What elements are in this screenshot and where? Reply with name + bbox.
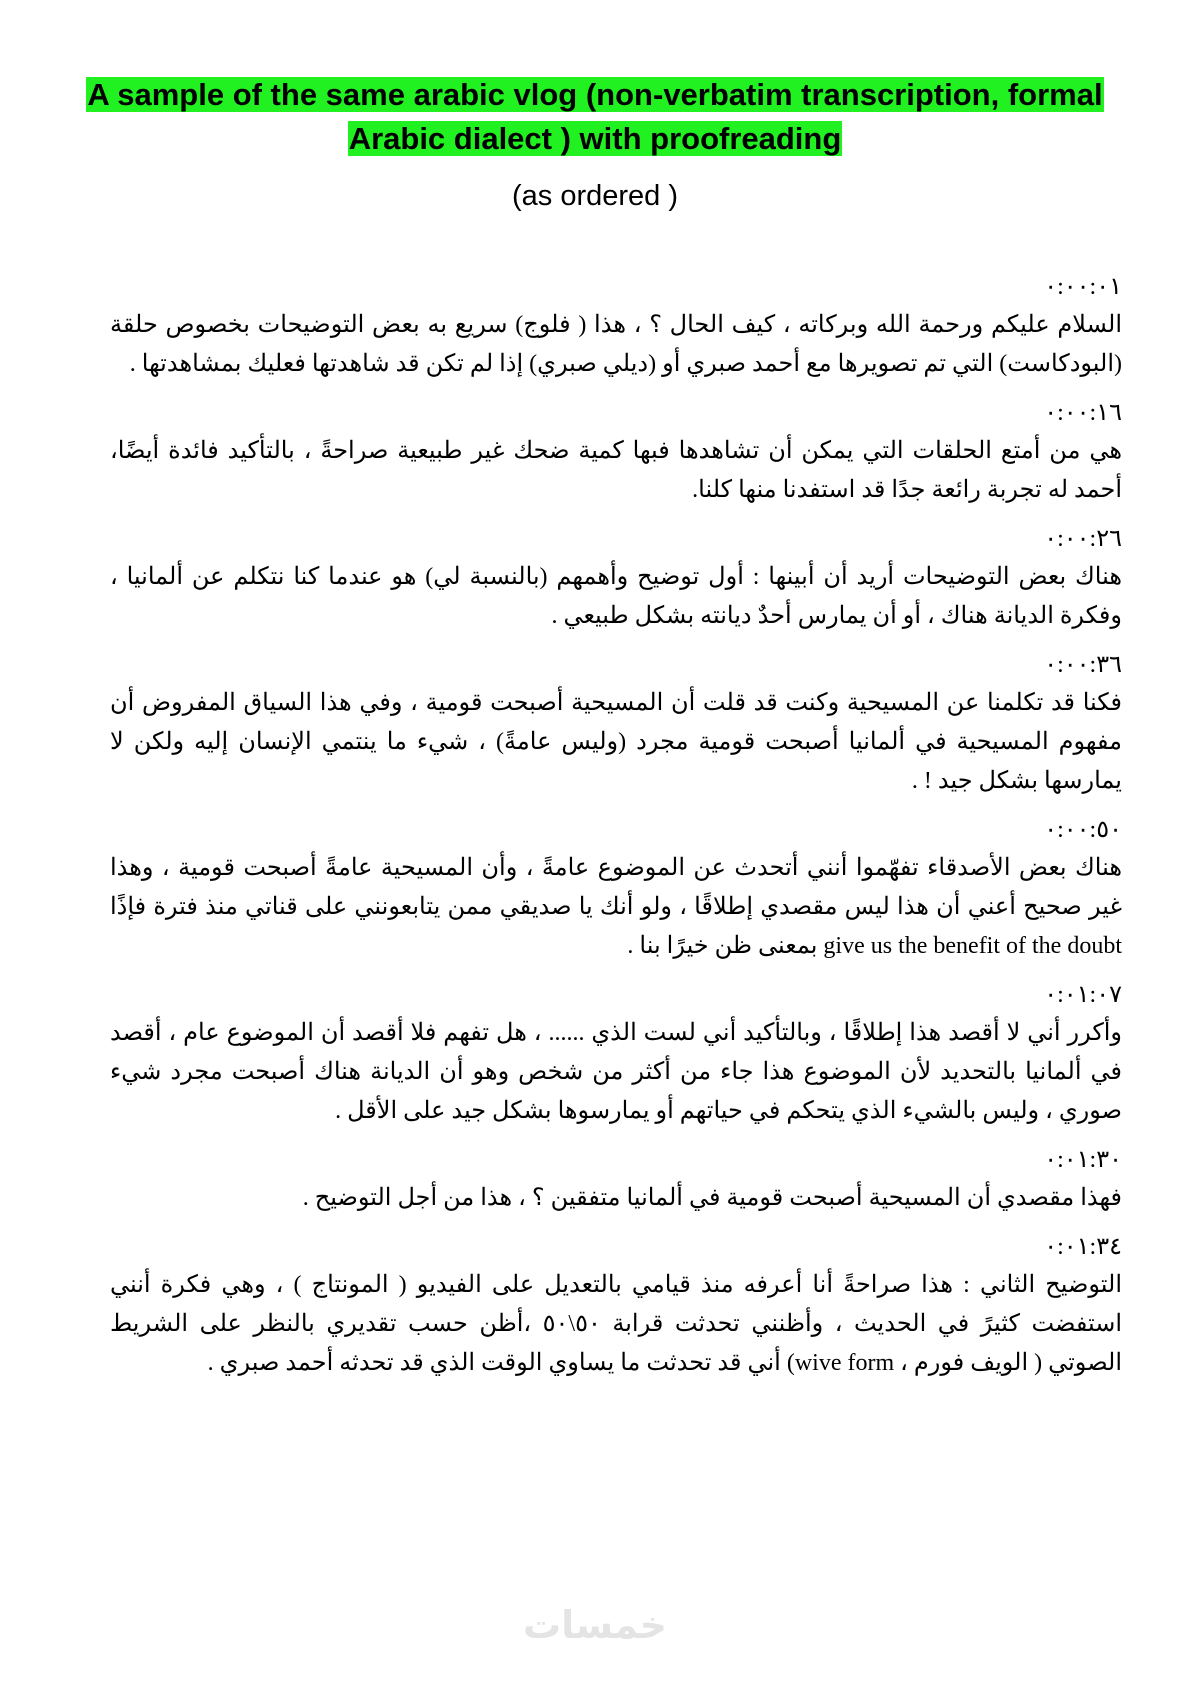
transcript-segment	[110, 398, 1122, 510]
watermark-logo: خمسات	[523, 1603, 667, 1647]
segment-text: هناك بعض التوضيحات أريد أن أبينها : أول توضيح وأهمهم (بالنسبة لي) هو عندما كنا نتكلم عن ألمانيا ، وفكرة الديانة هناك ، أو أن يمارس أحدٌ ديانته بشكل طبيعي .	[110, 564, 1122, 629]
segment-text: التوضيح الثاني : هذا صراحةً أنا أعرفه منذ قيامي بالتعديل على الفيديو ( المونتاج ) ، وهي فكرة أنني استفضت كثيرً في الحديث ، وأظنني تحدثت قرابة ٥٠\٥٠ ،أظن حسب تقديري بالنظر على الشريط الصوتي ( الويف فورم ، wive form) أني قد تحدثت ما يساوي الوقت الذي قد تحدثه أحمد صبري .	[110, 1272, 1122, 1376]
document-title	[60, 73, 1130, 161]
segment-text: هناك بعض الأصدقاء تفهّموا أنني أتحدث عن الموضوع عامةً ، وأن المسيحية عامةً أصبحت قومية ، وهذا غير صحيح أعني أن هذا ليس مقصدي إطلاقًا ، ولو أنك يا صديقي ممن يتابعونني على قناتي منذ فترة فإذًا give us the benefit of the doubt بمعنى ظن خيرًا بنا .	[110, 855, 1122, 959]
timestamp: ٠:٠٠:٣٦	[1044, 652, 1122, 678]
transcript-segment	[110, 272, 1122, 384]
transcript-body	[110, 272, 1122, 1397]
transcript-segment	[110, 980, 1122, 1131]
transcript-segment	[110, 1232, 1122, 1383]
transcript-segment	[110, 650, 1122, 801]
segment-text: فهذا مقصدي أن المسيحية أصبحت قومية في ألمانيا متفقين ؟ ، هذا من أجل التوضيح .	[302, 1185, 1122, 1211]
title-line-2: Arabic dialect ) with proofreading	[348, 121, 842, 156]
segment-text: وأكرر أني لا أقصد هذا إطلاقًا ، وبالتأكيد أني لست الذي ...... ، هل تفهم فلا أقصد أن الموضوع عام ، أقصد في ألمانيا بالتحديد لأن الموضوع هذا جاء من أكثر من شخص وهو أن الديانة هناك أصبحت مجرد شيء صوري ، وليس بالشيء الذي يتحكم في حياتهم أو يمارسوها بشكل جيد على الأقل .	[110, 1020, 1123, 1124]
transcript-segment	[110, 524, 1122, 636]
segment-text: هي من أمتع الحلقات التي يمكن أن تشاهدها فبها كمية ضحك غير طبيعية صراحةً ، بالتأكيد فائدة أيضًا، أحمد له تجربة رائعة جدًا قد استفدنا منها كلنا.	[110, 438, 1122, 503]
transcript-segment	[110, 815, 1122, 966]
timestamp: ٠:٠٠:١٦	[1044, 400, 1122, 426]
timestamp: ٠:٠١:٣٠	[1044, 1147, 1122, 1173]
segment-text: السلام عليكم ورحمة الله وبركاته ، كيف الحال ؟ ، هذا ( فلوج) سريع به بعض التوضيحات بخصوص حلقة (البودكاست) التي تم تصويرها مع أحمد صبري أو (ديلي صبري) إذا لم تكن قد شاهدتها فعليك بمشاهدتها .	[110, 312, 1123, 377]
timestamp: ٠:٠١:٠٧	[1044, 982, 1122, 1008]
timestamp: ٠:٠١:٣٤	[1044, 1234, 1122, 1260]
title-line-1: A sample of the same arabic vlog (non-verbatim transcription, formal	[87, 77, 1103, 112]
transcript-segment	[110, 1145, 1122, 1218]
timestamp: ٠:٠٠:٥٠	[1044, 817, 1122, 843]
document-subtitle: (as ordered )	[511, 180, 678, 212]
timestamp: ٠:٠٠:٠١	[1044, 274, 1122, 300]
timestamp: ٠:٠٠:٢٦	[1044, 526, 1122, 552]
segment-text: فكنا قد تكلمنا عن المسيحية وكنت قد قلت أن المسيحية أصبحت قومية ، وفي هذا السياق المفروض أن مفهوم المسيحية في ألمانيا أصبحت قومية مجرد (وليس عامةً) ، شيء ما ينتمي الإنسان إليه ولكن لا يمارسها بشكل جيد ! .	[110, 690, 1122, 794]
